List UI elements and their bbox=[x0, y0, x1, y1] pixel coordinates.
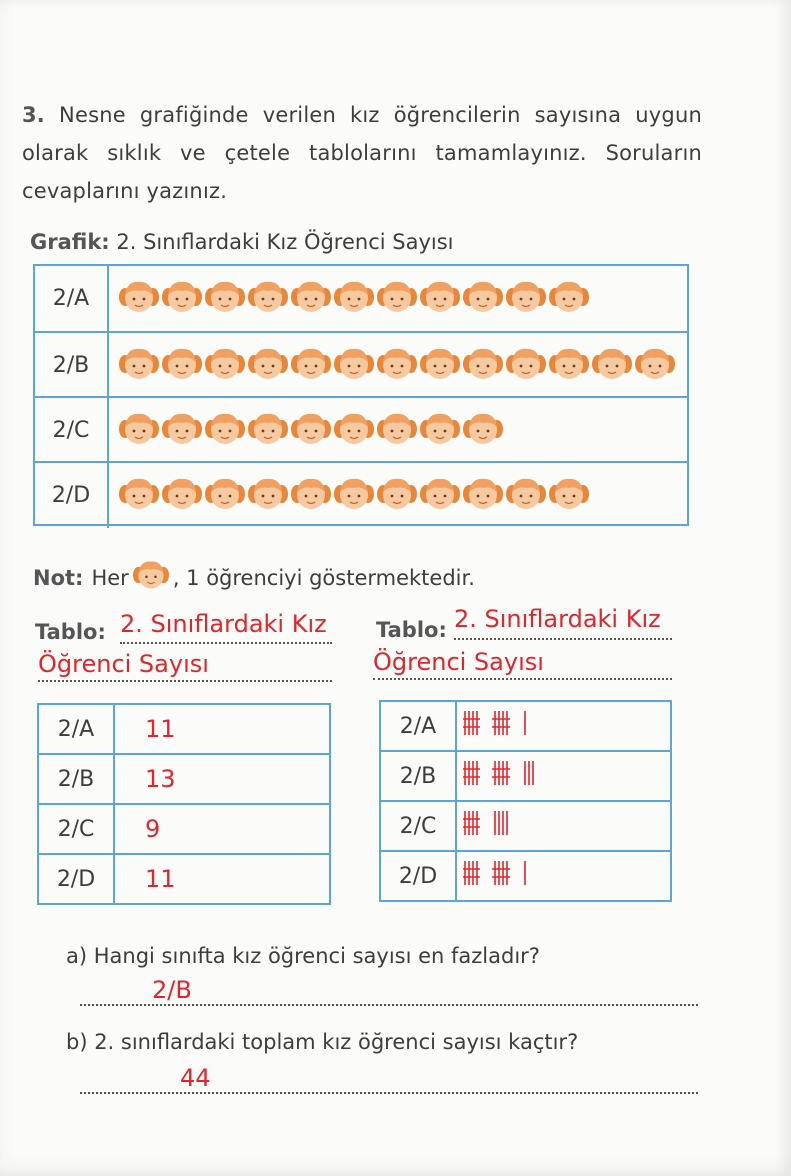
tally-title-dotline-1 bbox=[454, 638, 672, 640]
tally-marks[interactable] bbox=[456, 851, 671, 901]
girl-face-icon bbox=[420, 474, 460, 518]
girl-face-icon bbox=[549, 344, 589, 388]
freq-title-line2: Öğrenci Sayısı bbox=[38, 650, 209, 678]
class-cell: 2/D bbox=[38, 854, 114, 904]
question-body: Nesne grafiğinde verilen kız öğrencilerin sayısına uygun olarak sıklık ve çetele tablolarını tamamlayınız. Soruların cevaplarını yazınız. bbox=[22, 103, 702, 203]
pictograph bbox=[33, 264, 689, 526]
frequency-value[interactable]: 11 bbox=[114, 854, 330, 904]
frequency-value[interactable]: 9 bbox=[114, 804, 330, 854]
pictograph-icons bbox=[119, 266, 589, 331]
pictograph-row bbox=[35, 331, 687, 398]
table-row bbox=[380, 701, 671, 751]
girl-face-icon bbox=[119, 277, 159, 321]
pictograph-icons bbox=[119, 333, 675, 398]
girl-face-icon bbox=[248, 344, 288, 388]
girl-face-icon bbox=[549, 474, 589, 518]
pictograph-row bbox=[35, 396, 687, 463]
tally-title-line1: 2. Sınıflardaki Kız bbox=[454, 605, 661, 633]
answer-a: 2/B bbox=[152, 976, 192, 1004]
table-row bbox=[380, 851, 671, 901]
question-number: 3. bbox=[22, 103, 45, 127]
class-cell: 2/A bbox=[380, 701, 456, 751]
answer-a-line bbox=[80, 1004, 698, 1006]
freq-title-dotline-2 bbox=[38, 680, 332, 682]
girl-face-icon bbox=[291, 409, 331, 453]
girl-face-icon bbox=[291, 277, 331, 321]
girl-face-icon bbox=[119, 409, 159, 453]
girl-face-icon bbox=[133, 557, 169, 598]
girl-face-icon bbox=[162, 474, 202, 518]
girl-face-icon bbox=[205, 409, 245, 453]
class-cell: 2/D bbox=[380, 851, 456, 901]
girl-face-icon bbox=[420, 344, 460, 388]
girl-face-icon bbox=[334, 409, 374, 453]
girl-face-icon bbox=[377, 409, 417, 453]
girl-face-icon bbox=[420, 277, 460, 321]
note-label: Not: bbox=[33, 565, 84, 590]
graph-label: Grafik: bbox=[30, 230, 110, 254]
frequency-table bbox=[37, 703, 331, 905]
girl-face-icon bbox=[248, 409, 288, 453]
note-before: Her bbox=[91, 565, 129, 590]
question-text bbox=[22, 96, 702, 210]
frequency-value[interactable]: 11 bbox=[114, 704, 330, 754]
girl-face-icon bbox=[463, 344, 503, 388]
pictograph-class-label: 2/A bbox=[35, 266, 109, 331]
answer-b-line bbox=[80, 1092, 698, 1094]
girl-face-icon bbox=[377, 344, 417, 388]
tally-title-dotline-2 bbox=[373, 678, 672, 680]
table-row bbox=[38, 704, 330, 754]
girl-face-icon bbox=[119, 344, 159, 388]
class-cell: 2/B bbox=[38, 754, 114, 804]
girl-face-icon bbox=[506, 277, 546, 321]
frequency-value[interactable]: 13 bbox=[114, 754, 330, 804]
table-row bbox=[380, 801, 671, 851]
table-row bbox=[380, 751, 671, 801]
answer-b: 44 bbox=[180, 1064, 211, 1092]
tally-table-label bbox=[376, 618, 447, 642]
tally-table bbox=[379, 700, 672, 902]
girl-face-icon bbox=[119, 474, 159, 518]
girl-face-icon bbox=[291, 474, 331, 518]
pictograph-icons bbox=[119, 463, 589, 528]
girl-face-icon bbox=[205, 277, 245, 321]
class-cell: 2/B bbox=[380, 751, 456, 801]
table-row bbox=[38, 754, 330, 804]
class-cell: 2/C bbox=[380, 801, 456, 851]
pictograph-row bbox=[35, 461, 687, 528]
girl-face-icon bbox=[205, 474, 245, 518]
question-b: b) 2. sınıflardaki toplam kız öğrenci sayısı kaçtır? bbox=[66, 1030, 579, 1054]
girl-face-icon bbox=[162, 344, 202, 388]
freq-table-label bbox=[35, 620, 106, 644]
note bbox=[33, 557, 475, 598]
freq-label-text: Tablo: bbox=[35, 620, 106, 644]
girl-face-icon bbox=[549, 277, 589, 321]
girl-face-icon bbox=[248, 277, 288, 321]
girl-face-icon bbox=[162, 409, 202, 453]
girl-face-icon bbox=[463, 409, 503, 453]
tally-marks[interactable] bbox=[456, 801, 671, 851]
girl-face-icon bbox=[377, 474, 417, 518]
tally-marks[interactable] bbox=[456, 751, 671, 801]
graph-title-text: 2. Sınıflardaki Kız Öğrenci Sayısı bbox=[116, 230, 454, 254]
girl-face-icon bbox=[506, 344, 546, 388]
pictograph-class-label: 2/B bbox=[35, 333, 109, 398]
girl-face-icon bbox=[334, 277, 374, 321]
girl-face-icon bbox=[506, 474, 546, 518]
graph-title bbox=[30, 230, 454, 254]
girl-face-icon bbox=[592, 344, 632, 388]
girl-face-icon bbox=[635, 344, 675, 388]
freq-title-line1: 2. Sınıflardaki Kız bbox=[120, 610, 327, 638]
class-cell: 2/A bbox=[38, 704, 114, 754]
tally-marks[interactable] bbox=[456, 701, 671, 751]
pictograph-class-label: 2/C bbox=[35, 398, 109, 463]
freq-title-dotline-1 bbox=[120, 642, 332, 644]
tally-title-line2: Öğrenci Sayısı bbox=[373, 648, 544, 676]
girl-face-icon bbox=[463, 474, 503, 518]
tally-label-text: Tablo: bbox=[376, 618, 447, 642]
girl-face-icon bbox=[205, 344, 245, 388]
girl-face-icon bbox=[248, 474, 288, 518]
class-cell: 2/C bbox=[38, 804, 114, 854]
table-row bbox=[38, 854, 330, 904]
pictograph-icons bbox=[119, 398, 503, 463]
girl-face-icon bbox=[291, 344, 331, 388]
note-after: , 1 öğrenciyi göstermektedir. bbox=[172, 565, 475, 590]
girl-face-icon bbox=[334, 474, 374, 518]
girl-face-icon bbox=[162, 277, 202, 321]
girl-face-icon bbox=[334, 344, 374, 388]
girl-face-icon bbox=[463, 277, 503, 321]
pictograph-class-label: 2/D bbox=[35, 463, 109, 528]
table-row bbox=[38, 804, 330, 854]
girl-face-icon bbox=[377, 277, 417, 321]
girl-face-icon bbox=[420, 409, 460, 453]
question-a: a) Hangi sınıfta kız öğrenci sayısı en fazladır? bbox=[66, 944, 540, 968]
pictograph-row bbox=[35, 266, 687, 331]
